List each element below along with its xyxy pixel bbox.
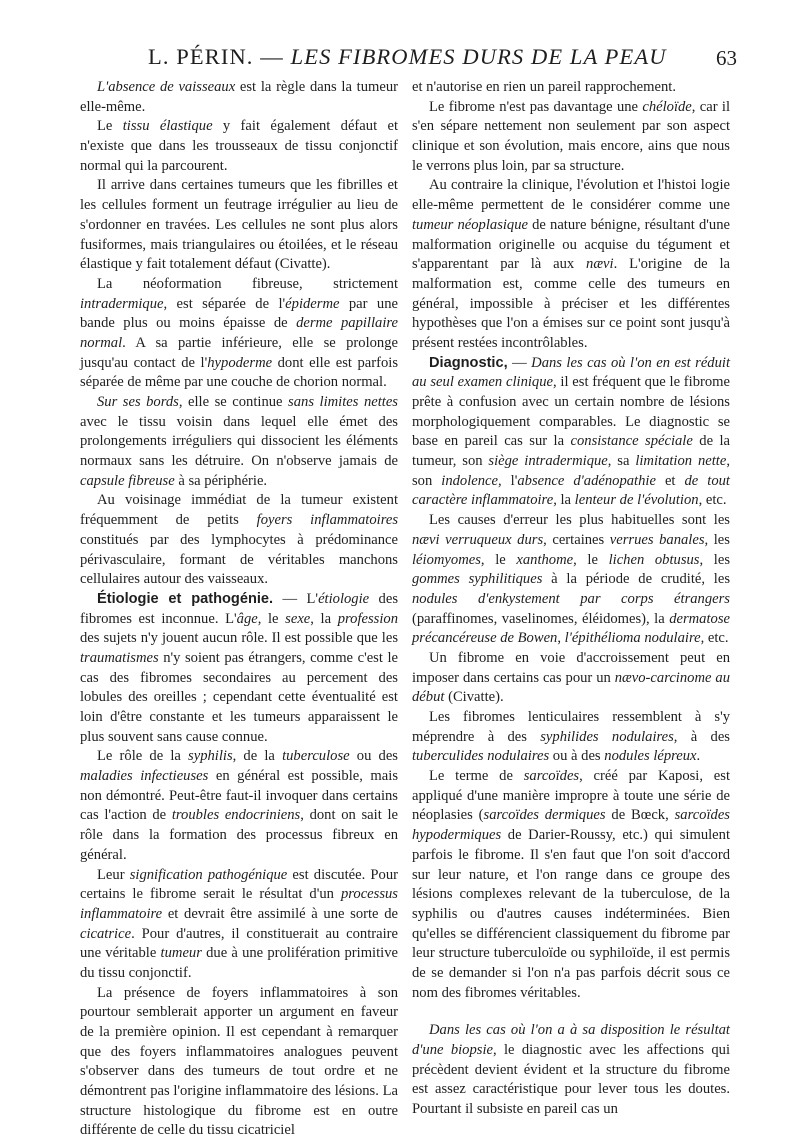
body-text: . Pour d'autres, il constituerait au contraire une véritable xyxy=(80,925,398,962)
emphasis-text: syphilides nodulaires xyxy=(540,728,674,745)
body-text: et xyxy=(655,472,685,489)
body-text: Au contraire la clinique, l'évolution et l'histoi logie elle-même permettent de le considérer comme une xyxy=(412,177,730,214)
emphasis-text: Sur ses bords xyxy=(97,394,179,410)
emphasis-text: verrues banales xyxy=(609,531,705,548)
emphasis-text: nodules lépreux xyxy=(604,748,697,765)
body-text: — xyxy=(507,354,532,371)
paragraph xyxy=(80,491,398,589)
body-text: par une bande plus ou moins épaisse de xyxy=(80,295,398,332)
emphasis-text: dermatose précancéreuse de Bowen xyxy=(412,610,730,647)
emphasis-text: Dans les cas où l'on a à sa disposition le résultat d'une biopsie xyxy=(412,1022,730,1058)
header-separator: — xyxy=(260,44,284,69)
body-text: des sujets n'y jouent aucun rôle. Il est possible que les xyxy=(80,630,398,647)
body-text: , les xyxy=(704,531,730,548)
header-title: LES FIBROMES DURS DE LA PEAU xyxy=(290,44,667,69)
body-text: . xyxy=(696,748,701,765)
paragraph xyxy=(80,393,398,491)
body-text: ou à des xyxy=(549,748,605,765)
text-column-right xyxy=(412,78,730,1120)
emphasis-text: l'épithélioma nodulaire xyxy=(564,630,701,647)
body-text: , les xyxy=(699,551,730,568)
body-text: , il est fréquent que le fibrome prête à confusion avec un certain nombre de lésions morphologiquement comparables. Le diagnostic se base en pareil cas sur la xyxy=(412,374,731,450)
body-text: — L' xyxy=(273,590,319,607)
page-number: 63 xyxy=(716,46,737,70)
body-text: Le rôle de la xyxy=(97,748,189,765)
emphasis-text: siège intradermique xyxy=(488,453,608,470)
emphasis-text: troubles endocriniens xyxy=(171,807,301,824)
paragraph xyxy=(412,511,730,649)
body-text: de Darier-Roussy, etc.) qui simulent parfois le fibrome. Il s'en faut que l'on soit d'accord sur leur nature, et l'on range dans ce groupe des lésions complexes relevant de la tuberculose, de la syphilis ou d'autres causes indéterminées. Bien qu'elles se différencient classiquement du fibrome par leur structure tuberculoïde ou syphiloïde, il est permis de se demander si l'on n'a pas parfois décrit sous ce nom des fibromes véritables. xyxy=(412,827,730,1001)
emphasis-text: capsule fibreuse xyxy=(80,472,175,489)
section-heading: Diagnostic, xyxy=(429,354,508,371)
paragraph xyxy=(80,984,398,1142)
emphasis-text: nævi xyxy=(586,256,614,273)
body-text: Les causes d'erreur les plus habituelles sont les xyxy=(429,512,730,529)
emphasis-text: processus inflammatoire xyxy=(80,886,398,922)
emphasis-text: consistance spéciale xyxy=(570,433,693,450)
body-text: Le fibrome n'est pas davantage une xyxy=(429,98,643,115)
body-text: , créé par Kaposi, est appliqué d'une manière impropre à toute une série de néoplasies ( xyxy=(412,768,730,824)
body-text: en général est possible, mais non démontré. Peut-être faut-il invoquer dans certains cas l'action de xyxy=(80,768,398,824)
body-text: , est séparée de l' xyxy=(163,295,286,312)
emphasis-text: étiologie xyxy=(318,590,370,607)
emphasis-text: foyers inflammatoires xyxy=(256,512,398,529)
paragraph xyxy=(80,78,398,117)
body-text: est discutée. Pour certains le fibrome serait le résultat d'un xyxy=(80,866,398,903)
body-text: , etc. xyxy=(698,492,727,509)
body-text: Il arrive dans certaines tumeurs que les fibrilles et les cellules forment un feutrage irrégulier au lieu de s'ordonner en travées. Les cellules ne sont plus alors fusiformes, mais triangulaires ou étoilées, et le réseau élastique y fait totalement défaut (Civatte). xyxy=(80,177,398,273)
emphasis-text: lichen obtusus xyxy=(608,551,700,568)
body-text: Le terme de xyxy=(429,768,524,785)
emphasis-text: chéloïde xyxy=(642,98,692,115)
body-text: , le diagnostic avec les affections qui précèdent devient évident et la structure du fibrome est assez caractéristique pour lever tous les doutes. Pourtant il subsiste en pareil cas un xyxy=(412,1042,730,1118)
emphasis-text: traumatismes xyxy=(80,649,159,666)
emphasis-text: signification pathogénique xyxy=(129,866,288,883)
body-text: , certaines xyxy=(543,531,610,548)
body-text: , son xyxy=(412,453,730,489)
body-text: Un fibrome en voie d'accroissement peut en imposer dans certains cas pour un xyxy=(412,649,730,686)
body-text: La présence de foyers inflammatoires à son pourtour semblerait apporter un argument en faveur de la première opinion. Il est cependant à remarquer que des foyers inflammatoires analogues peuvent s'observer dans des tumeurs de tout ordre et ne démontrent pas l'origine inflammatoire des lésions. La structure histologique du fibrome est en outre différente de celle du tissu cicatriciel xyxy=(80,984,398,1139)
body-text: est la règle dans la tumeur elle-même. xyxy=(80,79,399,115)
emphasis-text: sarcoïdes hypodermiques xyxy=(412,807,730,844)
body-text: . L'origine de la malformation est, comme celle des tumeurs en général, impossible à préciser et les différentes hypothèses que l'on a émises sur ce point sont jusqu'à présent restées incontrôlables. xyxy=(412,256,730,351)
section-heading: Étiologie et pathogénie. xyxy=(97,590,274,607)
header-author: L. PÉRIN. xyxy=(148,44,254,69)
body-text: Les fibromes lenticulaires ressemblent à s'y méprendre à des xyxy=(412,709,730,745)
body-text: , l' xyxy=(498,472,518,489)
body-text: (Civatte). xyxy=(444,689,504,706)
paragraph xyxy=(80,275,398,393)
body-text: , la xyxy=(553,492,575,509)
body-text: avec le tissu voisin dans lequel elle émet des prolongements irréguliers qui dissocient les éléments normaux sans les détruire. On n'observe jamais de xyxy=(80,413,398,470)
emphasis-text: tuberculose xyxy=(282,748,350,765)
body-text: des fibromes est inconnue. L' xyxy=(80,590,398,627)
emphasis-text: hypoderme xyxy=(207,354,273,371)
body-text: , elle se continue xyxy=(178,394,289,410)
emphasis-text: sexe xyxy=(285,610,311,627)
body-text: dont elle est parfois séparée de même par une couche de chorion normal. xyxy=(80,354,398,391)
body-text: constitués par des lymphocytes à prédominance périvasculaire, formant de véritables manchons cellulaires autour des vaisseaux. xyxy=(80,531,398,588)
body-text: , sa xyxy=(607,453,636,470)
emphasis-text: cicatrice xyxy=(80,925,132,942)
emphasis-text: syphilis xyxy=(188,748,233,765)
emphasis-text: maladies infectieuses xyxy=(80,768,209,785)
emphasis-text: tumeur néoplasique xyxy=(412,216,528,233)
paragraph xyxy=(80,747,398,865)
emphasis-text: lenteur de l'évolution xyxy=(574,492,699,509)
emphasis-text: indolence xyxy=(441,472,499,489)
paragraph xyxy=(80,117,398,176)
emphasis-text: absence d'adénopathie xyxy=(517,472,656,489)
emphasis-text: derme papillaire normal xyxy=(80,315,399,351)
emphasis-text: sans limites nettes xyxy=(288,394,398,410)
emphasis-text: sarcoïdes dermiques xyxy=(483,807,606,824)
body-text: due à une prolifération primitive du tissu conjonctif. xyxy=(80,945,398,981)
body-text: n'y soient pas étrangers, comme c'est le cas des fibromes secondaires au percement des lobules des oreilles ; cependant cette éventualité est loin d'être constante et les tumeurs apparaissent le plus souvent sans cause connue. xyxy=(80,649,398,745)
paragraph xyxy=(412,354,730,512)
emphasis-text: nævo-carcinome au début xyxy=(412,669,730,706)
body-text: (paraffinomes, vaselinomes, éléidomes), la xyxy=(412,610,670,627)
paragraph xyxy=(80,590,398,748)
text-column-left xyxy=(80,78,398,1141)
body-text: , le xyxy=(480,551,517,568)
emphasis-text: L'absence de vaisseaux xyxy=(97,79,236,95)
paragraph xyxy=(412,649,730,708)
emphasis-text: xanthome xyxy=(516,551,574,568)
body-text: , le xyxy=(573,551,609,568)
emphasis-text: épiderme xyxy=(285,295,340,312)
body-text: de la tumeur, son xyxy=(412,433,731,470)
paragraph xyxy=(80,176,398,274)
body-text: , etc. xyxy=(700,630,729,647)
emphasis-text: Dans les cas où l'on en est réduit au seul examen clinique xyxy=(412,354,730,391)
body-text: à la période de crudité, les xyxy=(542,571,730,588)
emphasis-text: tumeur xyxy=(160,945,202,962)
body-text: , le xyxy=(257,610,286,627)
body-text: et devrait être assimilé à une sorte de xyxy=(162,905,398,922)
emphasis-text: gommes syphilitiques xyxy=(412,571,543,588)
emphasis-text: tissu élastique xyxy=(122,118,213,135)
emphasis-text: nævi verruqueux durs xyxy=(412,531,544,548)
body-text: Leur xyxy=(97,866,130,883)
emphasis-text: limitation nette xyxy=(635,453,727,470)
paragraph xyxy=(412,98,730,177)
body-text: La néoformation fibreuse, strictement xyxy=(97,275,398,292)
paragraph xyxy=(412,767,730,1003)
emphasis-text: intradermique xyxy=(80,295,164,312)
body-text: , xyxy=(557,630,565,647)
emphasis-text: de tout caractère inflammatoire xyxy=(412,472,730,509)
body-text: , de la xyxy=(232,748,283,765)
body-text: , à des xyxy=(673,728,730,745)
emphasis-text: tuberculides nodulaires xyxy=(412,748,550,765)
body-text: , car il s'en sépare nettement non seulement par son aspect clinique et son évolution, mais encore, ains que nous le verrons plus loin, par sa structure. xyxy=(412,98,730,174)
paragraph xyxy=(412,1021,730,1119)
body-text: , la xyxy=(310,610,338,627)
running-header xyxy=(58,38,743,72)
body-text: y fait également défaut et n'existe que dans les trousseaux de tissu conjonctif normal qui la parcourent. xyxy=(80,118,399,174)
body-text: et n'autorise en rien un pareil rapprochement. xyxy=(412,79,676,95)
paragraph xyxy=(412,176,730,353)
body-text: , dont on sait le rôle dans la formation des processus fibreux en général. xyxy=(80,807,398,863)
emphasis-text: léiomyomes xyxy=(412,551,481,568)
body-text: de nature bénigne, résultant d'une malformation originelle ou acquise du tégument et s'apparentant par là aux xyxy=(412,216,730,273)
paragraph xyxy=(412,78,730,98)
body-text: Le xyxy=(97,118,123,135)
body-text: . A sa partie inférieure, elle se prolonge jusqu'au contact de l' xyxy=(80,334,398,371)
paragraph xyxy=(80,866,398,984)
body-text: ou des xyxy=(349,748,398,765)
body-text: à sa périphérie. xyxy=(174,472,268,489)
emphasis-text: nodules d'enkystement par corps étrangers xyxy=(412,590,730,607)
emphasis-text: profession xyxy=(337,610,398,627)
emphasis-text: sarcoïdes xyxy=(523,768,580,785)
emphasis-text: âge xyxy=(236,610,258,627)
body-text: de Bœck, xyxy=(605,807,675,824)
paragraph xyxy=(412,708,730,767)
body-text: Au voisinage immédiat de la tumeur existent fréquemment de petits xyxy=(80,492,398,529)
